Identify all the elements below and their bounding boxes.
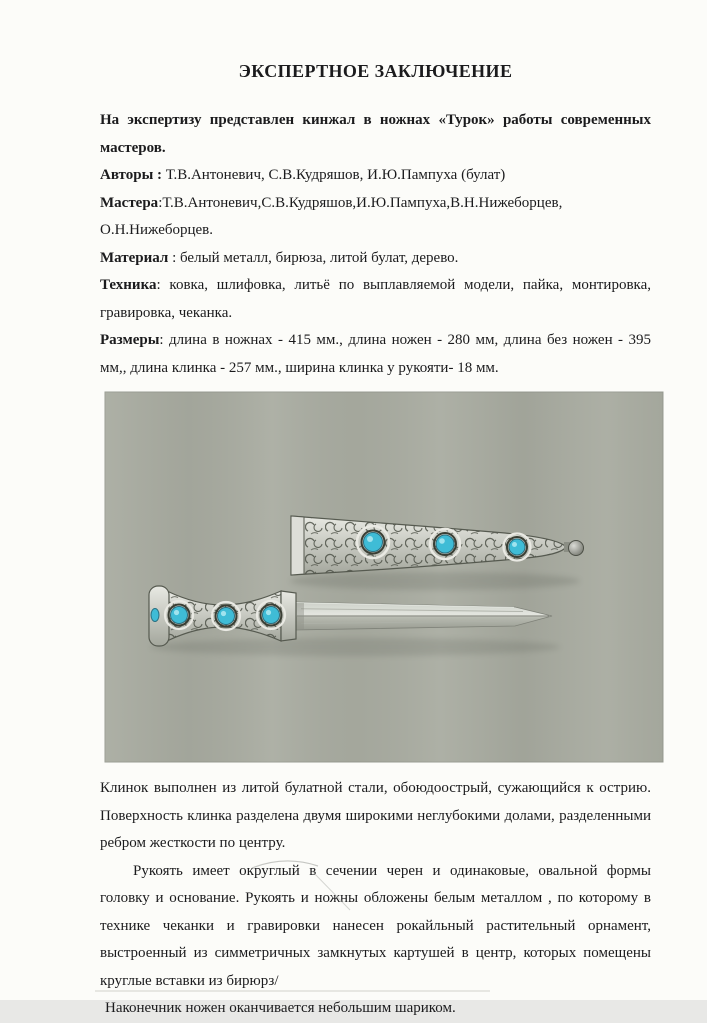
spec-authors-value: Т.В.Антоневич, С.В.Кудряшов, И.Ю.Пампуха (булат) [165,167,506,183]
spec-material [100,245,651,273]
spec-authors [100,162,651,190]
turquoise-stone [436,535,454,553]
intro-paragraph: На экспертизу представлен кинжал в ножнах «Турок» работы современных мастеров. [100,112,651,156]
spec-technique [100,272,651,327]
spec-technique-value: : ковка, шлифовка, литьё по выплавляемой модели, пайка, монтировка, гравировка, чеканка. [100,277,651,321]
handle-rosette [212,602,240,630]
spec-dimensions [100,327,651,382]
scabbard-rosette [430,529,460,559]
spec-masters-value: :Т.В.Антоневич,С.В.Кудряшов,И.Ю.Пампуха,В.Н.Нижеборцев, О.Н.Нижеборцев. [100,194,563,238]
scabbard-mouth [291,516,304,575]
spec-technique-label: Техника [100,277,157,293]
description-blade: Клинок выполнен из литой булатной стали, обоюдоострый, сужающийся к острию. Поверхность клинка разделена двумя широкими неглубокими долами, разделенными ребром жесткости по центру. [100,780,651,851]
spec-authors-label: Авторы : [100,167,166,183]
spec-masters-label: Мастера [100,194,159,211]
scabbard-tip-ball [569,541,584,556]
document-title: ЭКСПЕРТНОЕ ЗАКЛЮЧЕНИЕ [238,61,513,81]
handle-rosette [257,601,285,629]
dagger-photo [105,392,663,762]
turquoise-stone [263,607,280,624]
turquoise-stone [364,533,383,552]
turquoise-stone [509,539,525,555]
description-tip: Наконечник ножен оканчивается небольшим шариком. [105,1000,456,1016]
document-content [100,0,651,1023]
handle-rosette [165,601,193,629]
spec-dimensions-label: Размеры [100,332,160,348]
scabbard-rosette [504,534,531,561]
description-handle: Рукоять имеет округлый в сечении черен и одинаковые, овальной формы головку и основание. Рукоять и ножны обложены белым металлом , по которому в технике чеканки и гравировки нанесен рокайльный растительный орнамент, выстроенный из симметричных замкнутых картушей в центр, которых помещены круглые вставки из бирюрз/ [100,862,651,989]
scabbard-rosette [357,526,389,558]
scabbard-shadow [290,572,580,590]
dagger-shadow [150,638,560,656]
spec-masters [100,190,651,245]
turquoise-stone [171,607,188,624]
pommel-stone [151,609,159,622]
spec-dimensions-value: : длина в ножнах - 415 мм., длина ножен - 280 мм, длина без ножен - 395 мм,, длина клинка - 257 мм., ширина клинка у рукояти- 18 мм. [100,332,651,376]
spec-material-label: Материал [100,249,169,266]
handle-bolster [281,591,296,641]
spec-material-value: : белый металл, бирюза, литой булат, дерево. [168,249,459,266]
turquoise-stone [218,608,235,625]
